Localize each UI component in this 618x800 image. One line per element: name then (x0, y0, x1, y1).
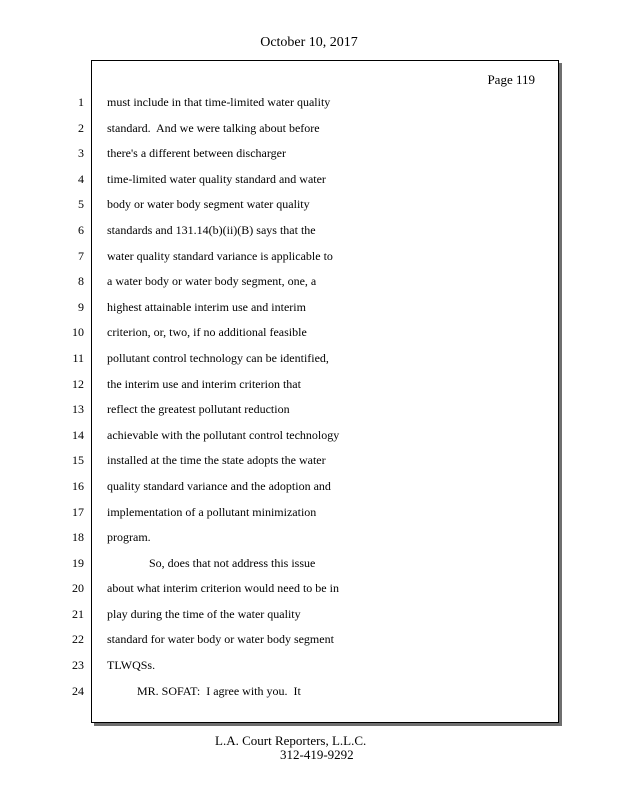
line-number: 4 (78, 171, 84, 186)
transcript-line: standard. And we were talking about before (107, 120, 320, 135)
line-number: 6 (78, 222, 84, 237)
line-number: 17 (72, 504, 84, 519)
transcript-line: TLWQSs. (107, 658, 156, 673)
line-number-column (60, 94, 84, 708)
line-number: 2 (78, 120, 84, 135)
line-number: 5 (78, 197, 84, 212)
transcript-line: criterion, or, two, if no additional feasible (107, 325, 307, 340)
transcript-line: So, does that not address this issue (107, 555, 316, 570)
line-number: 1 (78, 95, 84, 109)
transcript-line: implementation of a pollutant minimization (107, 504, 317, 519)
line-number: 18 (72, 530, 84, 545)
transcript-line: about what interim criterion would need to be in (107, 581, 339, 596)
transcript-line: achievable with the pollutant control technology (107, 427, 340, 442)
line-number: 23 (72, 658, 84, 673)
transcript-line: the interim use and interim criterion that (107, 376, 301, 391)
court-reporter-company: L.A. Court Reporters, L.L.C. (215, 733, 367, 748)
line-number: 13 (72, 402, 84, 417)
transcript-line: standard for water body or water body segment (107, 632, 334, 647)
line-number: 8 (78, 274, 84, 289)
line-number: 9 (78, 299, 84, 314)
transcript-line: must include in that time-limited water quality (107, 95, 331, 109)
transcript-line: time-limited water quality standard and water (107, 171, 326, 186)
transcript-line: program. (107, 530, 151, 545)
transcript-line: quality standard variance and the adoption and (107, 478, 331, 493)
page-number: Page 119 (487, 72, 535, 87)
transcript-line: body or water body segment water quality (107, 197, 310, 212)
line-number: 12 (72, 376, 84, 391)
transcript-date: October 10, 2017 (260, 35, 358, 50)
line-number: 19 (72, 555, 84, 570)
line-number: 11 (72, 350, 84, 365)
transcript-line: reflect the greatest pollutant reduction (107, 402, 290, 417)
transcript-line: highest attainable interim use and interim (107, 299, 306, 314)
line-number: 24 (72, 683, 84, 698)
transcript-line: water quality standard variance is applicable to (107, 248, 333, 263)
line-number: 7 (78, 248, 84, 263)
transcript-line: there's a different between discharger (107, 146, 286, 161)
transcript-line: play during the time of the water quality (107, 606, 301, 621)
line-number: 15 (72, 453, 84, 468)
line-number: 22 (72, 632, 84, 647)
transcript-line: a water body or water body segment, one, a (107, 274, 317, 289)
transcript-text (107, 94, 547, 708)
transcript-line: pollutant control technology can be identified, (107, 350, 329, 365)
line-number: 21 (72, 606, 84, 621)
line-number: 3 (78, 146, 84, 161)
transcript-line: installed at the time the state adopts the water (107, 453, 326, 468)
line-number: 20 (72, 581, 84, 596)
line-number: 14 (72, 427, 84, 442)
transcript-line: standards and 131.14(b)(ii)(B) says that the (107, 222, 316, 237)
line-number: 16 (72, 478, 84, 493)
line-number: 10 (72, 325, 84, 340)
court-reporter-phone: 312-419-9292 (280, 747, 354, 762)
transcript-line: MR. SOFAT: I agree with you. It (107, 683, 301, 698)
